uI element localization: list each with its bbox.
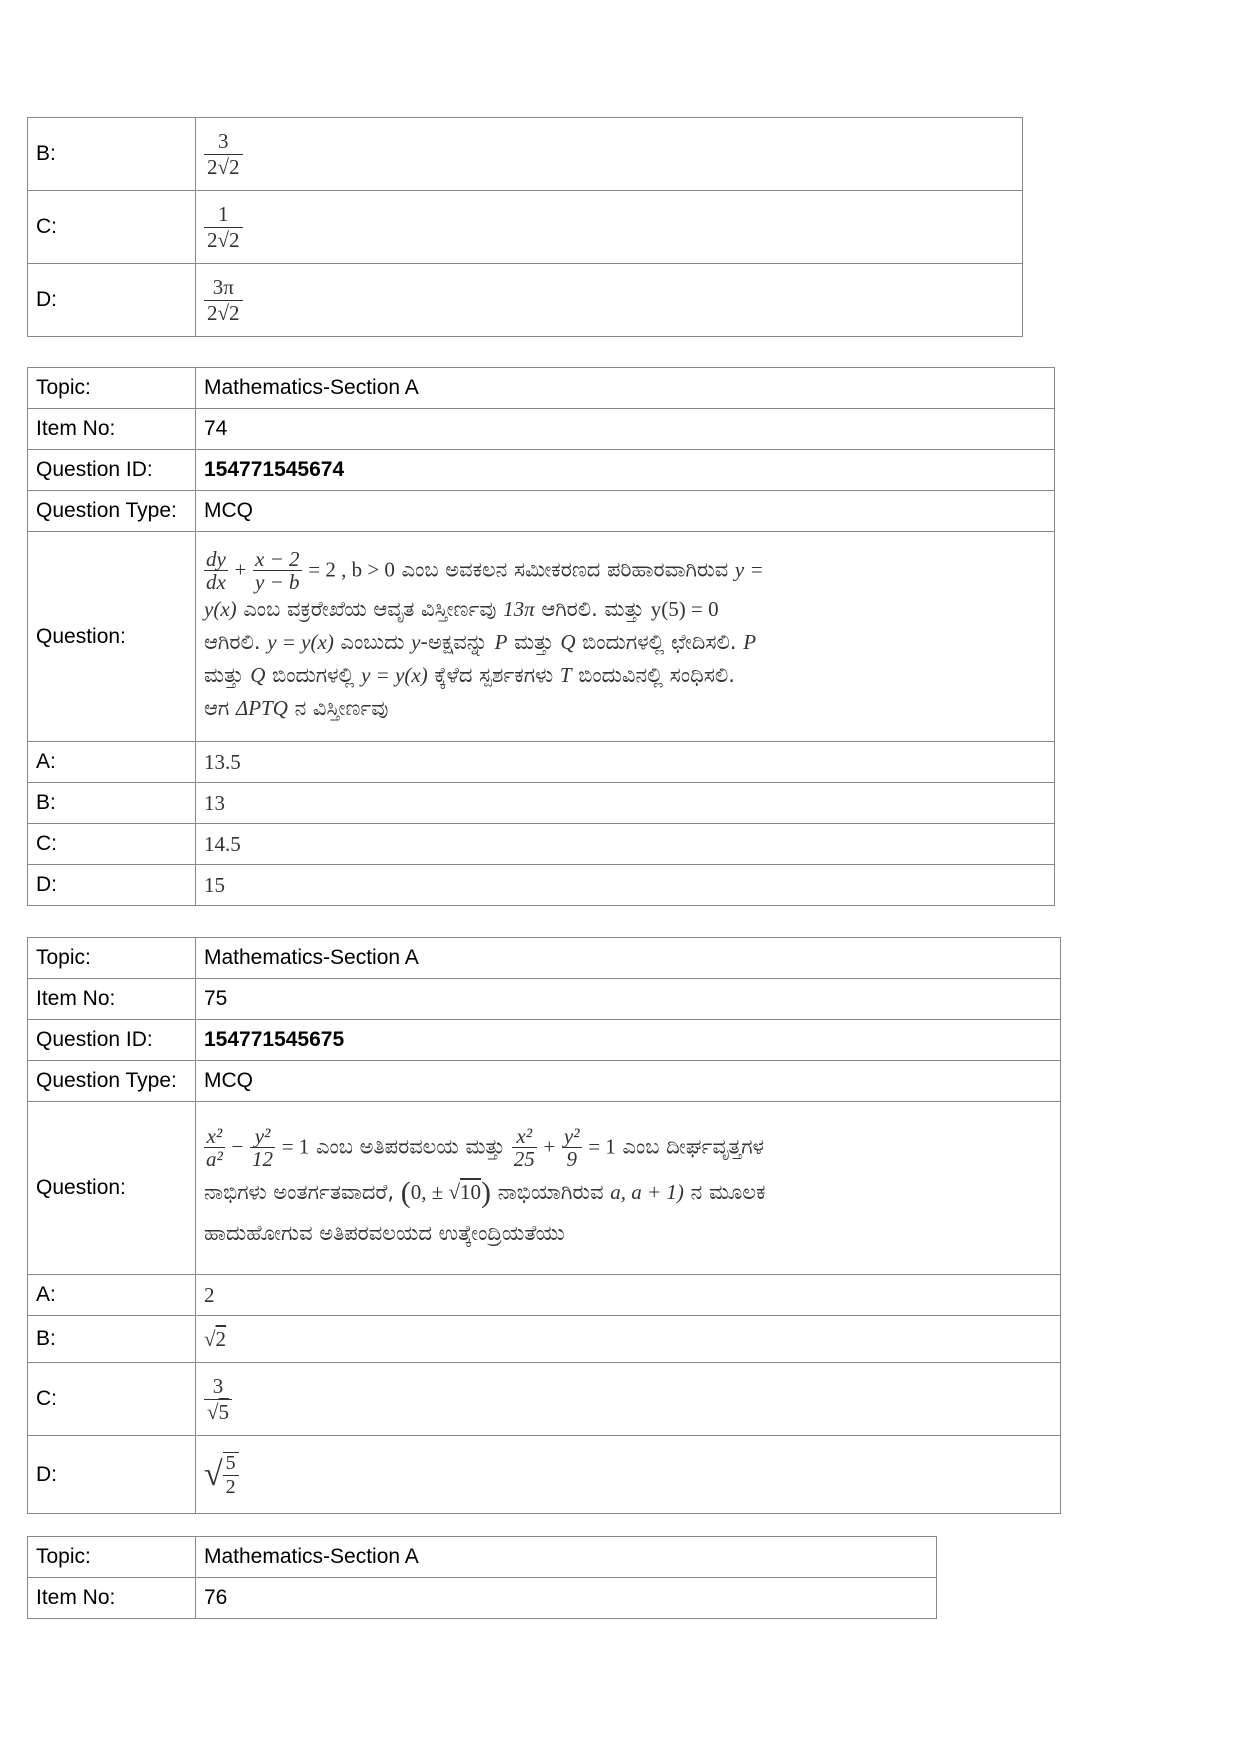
radicand: 5 (218, 1399, 230, 1424)
math-symbol: a, a + 1) (610, 1180, 684, 1205)
item-value: 76 (196, 1578, 937, 1619)
math-symbol: = 1 (588, 1134, 616, 1159)
option-value (196, 1436, 1061, 1514)
option-value (196, 118, 1023, 191)
fraction-denominator: 2√2 (207, 300, 240, 325)
radicand: 10 (460, 1180, 482, 1205)
question-table-76 (27, 1536, 937, 1619)
topic-label: Topic: (28, 1537, 196, 1578)
question-text-part: ನಾಭಿಗಳು ಅಂತರ್ಗತವಾದರೆ, (204, 1180, 401, 1205)
option-value: 2 (196, 1275, 1061, 1316)
item-label: Item No: (28, 1578, 196, 1619)
question-id-label: Question ID: (28, 1020, 196, 1061)
topic-row (28, 938, 1061, 979)
question-row (28, 532, 1055, 742)
radicand: 2 (215, 1326, 227, 1351)
math-symbol: = 1 (281, 1134, 310, 1159)
option-row-c (28, 1363, 1061, 1436)
option-label: B: (28, 783, 196, 824)
option-label: D: (28, 264, 196, 337)
item-row (28, 979, 1061, 1020)
option-value: 15 (196, 865, 1055, 906)
fraction-numerator: x² (204, 1125, 225, 1148)
option-label: C: (28, 1363, 196, 1436)
question-text-part: ಕ್ಕೆಳೆದ ಸ್ಪರ್ಶಕಗಳು (427, 663, 560, 688)
option-row-d (28, 865, 1055, 906)
topic-value: Mathematics-Section A (196, 938, 1061, 979)
option-label: C: (28, 824, 196, 865)
topic-label: Topic: (28, 938, 196, 979)
question-label: Question: (28, 1102, 196, 1275)
question-text-part: ನಾಭಿಯಾಗಿರುವ (491, 1180, 611, 1205)
question-row (28, 1102, 1061, 1275)
topic-value: Mathematics-Section A (196, 1537, 937, 1578)
option-row-b (28, 118, 1023, 191)
fraction-numerator: x² (512, 1125, 537, 1148)
question-id-label: Question ID: (28, 450, 196, 491)
option-label: A: (28, 742, 196, 783)
option-row-c (28, 191, 1023, 264)
math-symbol: y = (734, 557, 764, 582)
fraction-denominator: y − b (255, 570, 300, 594)
math-symbol: y (411, 630, 421, 655)
fraction-numerator: 5 (223, 1453, 239, 1476)
question-text: $\frac{dy}{dx}$ + $\frac{x - 2}{y - b}$ = 2 , b > 0 ಎಂಬ ಅವಕಲನ ಸಮೀಕರಣದ ಪರಿಹಾರವಾಗಿರುವ y = y(x) ಎಂಬ ವಕ್ರರೇಖೆಯ ಆವೃತ ವಿಸ್ತೀರ್ಣವು 13π ಆಗಿರಲಿ. ಮತ್ತು y(5) = 0 ಆಗಿರಲಿ. y = y(x) ಎಂಬುದು y-ಅಕ್ಷವನ್ನು P ಮತ್ತು Q ಬಿಂದುಗಳಲ್ಲಿ ಛೇದಿಸಲಿ. P ಮತ್ತು Q ಬಿಂದುಗಳಲ್ಲಿ y = y(x) ಕ್ಕೆಳೆದ ಸ್ಪರ್ಶಕಗಳು T ಬಿಂದುವಿನಲ್ಲಿ ಸಂಧಿಸಲಿ. ಆಗ ΔPTQ ನ ವಿಸ್ತೀರ್ಣವು (196, 532, 1055, 742)
options-table-prev (27, 117, 1023, 337)
fraction-numerator: 1 (204, 203, 243, 227)
fraction-denominator: 2√2 (207, 227, 240, 252)
question-id-row (28, 1020, 1061, 1061)
fraction-denominator: dx (206, 570, 226, 594)
question-id-value: 154771545675 (196, 1020, 1061, 1061)
math-symbol: Q (250, 663, 266, 688)
item-row (28, 409, 1055, 450)
fraction-numerator: y² (250, 1125, 275, 1148)
question-text-part: ಮತ್ತು (204, 663, 251, 688)
square-root: √10 (448, 1180, 482, 1205)
option-value (196, 1316, 1061, 1363)
option-label: D: (28, 865, 196, 906)
topic-row (28, 368, 1055, 409)
option-row-c (28, 824, 1055, 865)
question-text-part: ಎಂಬ ದೀರ್ಘವೃತ್ತಗಳ (615, 1134, 765, 1159)
math-symbol: y(x) (204, 597, 237, 622)
item-value: 75 (196, 979, 1061, 1020)
topic-row (28, 1537, 937, 1578)
question-text-part: ಆಗಿರಲಿ. (204, 630, 268, 655)
fraction-denominator: √5 (207, 1399, 230, 1424)
question-text-part: ಮತ್ತು (507, 630, 561, 655)
question-text-part: ಎಂಬುದು (333, 630, 412, 655)
question-text-part: ಆಗಿರಲಿ. ಮತ್ತು (534, 597, 651, 622)
question-type-value: MCQ (196, 491, 1055, 532)
math-symbol: 0, ± (410, 1180, 449, 1205)
question-type-label: Question Type: (28, 1061, 196, 1102)
fraction-numerator: 3 (204, 130, 243, 154)
fraction-numerator: 3π (204, 276, 243, 300)
fraction-numerator: 3 (204, 1375, 232, 1399)
question-text-part: ಎಂಬ ವಕ್ರರೇಖೆಯ ಆವೃತ ವಿಸ್ತೀರ್ಣವು (236, 597, 504, 622)
question-type-label: Question Type: (28, 491, 196, 532)
math-symbol: ( (400, 1176, 411, 1210)
square-root: √2 (204, 1326, 227, 1351)
math-symbol: y(5) = 0 (650, 597, 719, 622)
option-label: C: (28, 191, 196, 264)
fraction-denominator: a² (206, 1147, 223, 1171)
option-value: 13 (196, 783, 1055, 824)
option-row-a (28, 742, 1055, 783)
item-label: Item No: (28, 409, 196, 450)
option-label: D: (28, 1436, 196, 1514)
question-text-part: ನ ಮೂಲಕ (683, 1180, 766, 1205)
root-sign-icon: √ (204, 1455, 223, 1493)
math-symbol: ) (481, 1176, 492, 1210)
option-row-d (28, 1436, 1061, 1514)
math-symbol: P (494, 630, 508, 655)
question-type-row (28, 491, 1055, 532)
option-row-b (28, 1316, 1061, 1363)
fraction-numerator: y² (563, 1123, 580, 1148)
question-label: Question: (28, 532, 196, 742)
question-text (196, 1102, 1061, 1275)
option-value: 13.5 (196, 742, 1055, 783)
question-id-row (28, 450, 1055, 491)
option-value: 14.5 (196, 824, 1055, 865)
fraction-denominator: 9 (566, 1147, 577, 1171)
math-symbol: 13π (503, 597, 535, 622)
item-value: 74 (196, 409, 1055, 450)
option-value (196, 191, 1023, 264)
question-table-75 (27, 937, 1061, 1514)
question-text-part: ಬಿಂದುವಿನಲ್ಲಿ ಸಂಧಿಸಲಿ. (571, 663, 735, 688)
math-symbol: − (231, 1134, 244, 1159)
fraction-numerator: x − 2 (255, 546, 300, 571)
item-label: Item No: (28, 979, 196, 1020)
fraction-denominator: 2√2 (207, 154, 240, 179)
math-symbol: ΔPTQ (235, 696, 288, 721)
topic-value: Mathematics-Section A (196, 368, 1055, 409)
equation-rhs: = 2 , b > 0 (308, 557, 395, 582)
question-text-part: ಹಾದುಹೋಗುವ ಅತಿಪರವಲಯದ ಉತ್ಕೇಂದ್ರಿಯತೆಯು (204, 1221, 565, 1246)
option-value (196, 264, 1023, 337)
math-symbol: P (743, 630, 757, 655)
option-label: A: (28, 1275, 196, 1316)
math-symbol: Q (560, 630, 576, 655)
item-row (28, 1578, 937, 1619)
math-symbol: y = y(x) (361, 663, 428, 688)
fraction-denominator: 25 (513, 1147, 535, 1171)
question-text-part: -ಅಕ್ಷವನ್ನು (420, 630, 495, 655)
topic-label: Topic: (28, 368, 196, 409)
question-text-part: ಎಂಬ ಅವಕಲನ ಸಮೀಕರಣದ ಪರಿಹಾರವಾಗಿರುವ (394, 557, 735, 582)
option-row-d (28, 264, 1023, 337)
question-table-74 (27, 367, 1055, 906)
question-text-part: ಬಿಂದುಗಳಲ್ಲಿ (265, 663, 362, 688)
question-text-part: ನ ವಿಸ್ತೀರ್ಣವು (287, 696, 389, 721)
option-label: B: (28, 1316, 196, 1363)
question-type-row (28, 1061, 1061, 1102)
option-label: B: (28, 118, 196, 191)
math-symbol: T (559, 663, 572, 688)
fraction-denominator: 12 (252, 1147, 274, 1171)
question-type-value: MCQ (196, 1061, 1061, 1102)
question-text-part: ಆಗ (204, 696, 236, 721)
math-symbol: y = y(x) (267, 630, 334, 655)
question-id-value: 154771545674 (196, 450, 1055, 491)
question-text-part: ಬಿಂದುಗಳಲ್ಲಿ ಛೇದಿಸಲಿ. (575, 630, 744, 655)
question-text-part: ಎಂಬ ಅತಿಪರವಲಯ ಮತ್ತು (309, 1134, 512, 1159)
option-row-b (28, 783, 1055, 824)
option-row-a (28, 1275, 1061, 1316)
fraction-denominator: 2 (225, 1475, 236, 1498)
option-value (196, 1363, 1061, 1436)
math-symbol: + (543, 1134, 556, 1159)
fraction-numerator: dy (206, 546, 226, 571)
